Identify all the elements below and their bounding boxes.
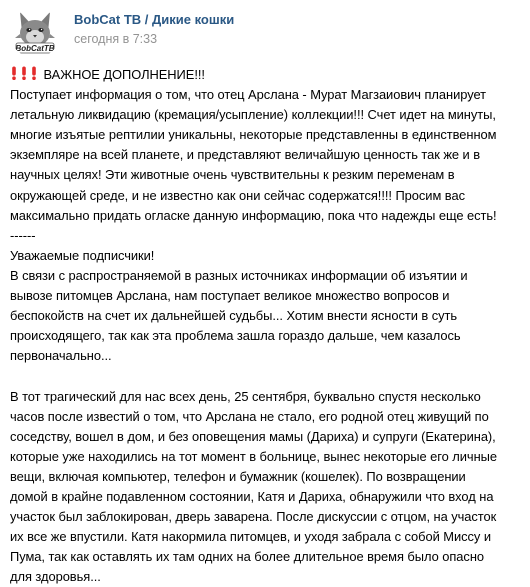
- post-line: Поступает информация о том, что отец Арслана - Мурат Магзаиович планирует: [10, 87, 486, 103]
- post-line: экземпляре на всей планете, и представляют величайшую ценность так же и в: [10, 147, 481, 163]
- post-text: [10, 65, 522, 587]
- post-timestamp[interactable]: сегодня в 7:33: [74, 32, 158, 46]
- svg-text:BobCatTB: BobCatTB: [15, 44, 55, 53]
- paragraph-gap: [10, 366, 522, 386]
- post-line: соседству, вошел в дом, и без оповещения мамы (Дариха) и супруги (Екатерина),: [10, 428, 496, 444]
- post-line: вывозе питомцев Арслана, нам поступает великое множество вопросов и: [10, 288, 450, 304]
- greeting-line: Уважаемые подписчики!: [10, 247, 155, 263]
- post-line: участок был заблокирован, дверь заварена. После дискуссии с отцом, на участок: [10, 509, 497, 525]
- post-line: их все же впустили. Катя накормила питомцев, и уходя забрала с собой Миссу и: [10, 529, 492, 545]
- post-line: которые уже находились на тот момент в больнице, вынес некоторые его личные: [10, 448, 497, 464]
- community-avatar[interactable]: [10, 8, 60, 58]
- post-line: для здоровья...: [10, 569, 101, 585]
- post-headline: [10, 65, 522, 85]
- post-header: [10, 8, 520, 58]
- post-line: летальную ликвидацию (кремация/усыпление) коллекции!!! Счет идет на минуты,: [10, 107, 496, 123]
- headline-text: ВАЖНОЕ ДОПОЛНЕНИЕ!!!: [43, 67, 205, 82]
- post-line: часов после известий о том, что Арслана не стало, его родной отец живущий по: [10, 408, 489, 424]
- exclamation-icon: [10, 66, 18, 80]
- post-line: В связи с распространяемой в разных источниках информации об изъятии и: [10, 267, 468, 283]
- post-line: окружающей среде, и не известно как они сейчас содержатся!!!! Просим вас: [10, 187, 465, 203]
- post-line: вещи, включая компьютер, телефон и бумажник (кошелек). По возвращении: [10, 468, 466, 484]
- bobcat-avatar-icon: [10, 8, 60, 58]
- post-line: Пума, так как оставлять их там одних на более длительное время было опасно: [10, 549, 485, 565]
- community-name-link[interactable]: BobCat TB / Дикие кошки: [74, 12, 235, 27]
- post-line: многие изъятые рептилии уникальны, некоторые представленны в единственном: [10, 127, 497, 143]
- post-line: В тот трагический для нас всех день, 25 сентября, буквально спустя несколько: [10, 388, 481, 404]
- exclamation-icon: [30, 66, 38, 80]
- exclamation-icon: [20, 66, 28, 80]
- divider-text: ------: [10, 227, 36, 243]
- post-line: беспокойств на счет их дальнейшей судьбы... Хотим внести ясности в суть: [10, 308, 458, 324]
- post-line: максимально придать огласке данную информацию, пока что надежды еще есть!: [10, 207, 497, 223]
- post-line: домой в крайне подавленном состоянии, Катя и Дариха, обнаружили что вход на: [10, 488, 494, 504]
- post-line: первоначально...: [10, 348, 112, 364]
- post-line: происходящего, так как эта проблема зашла гораздо дальше, чем казалось: [10, 328, 461, 344]
- post-line: научных целях! Эти животные очень чувствительны к резким переменам в: [10, 167, 455, 183]
